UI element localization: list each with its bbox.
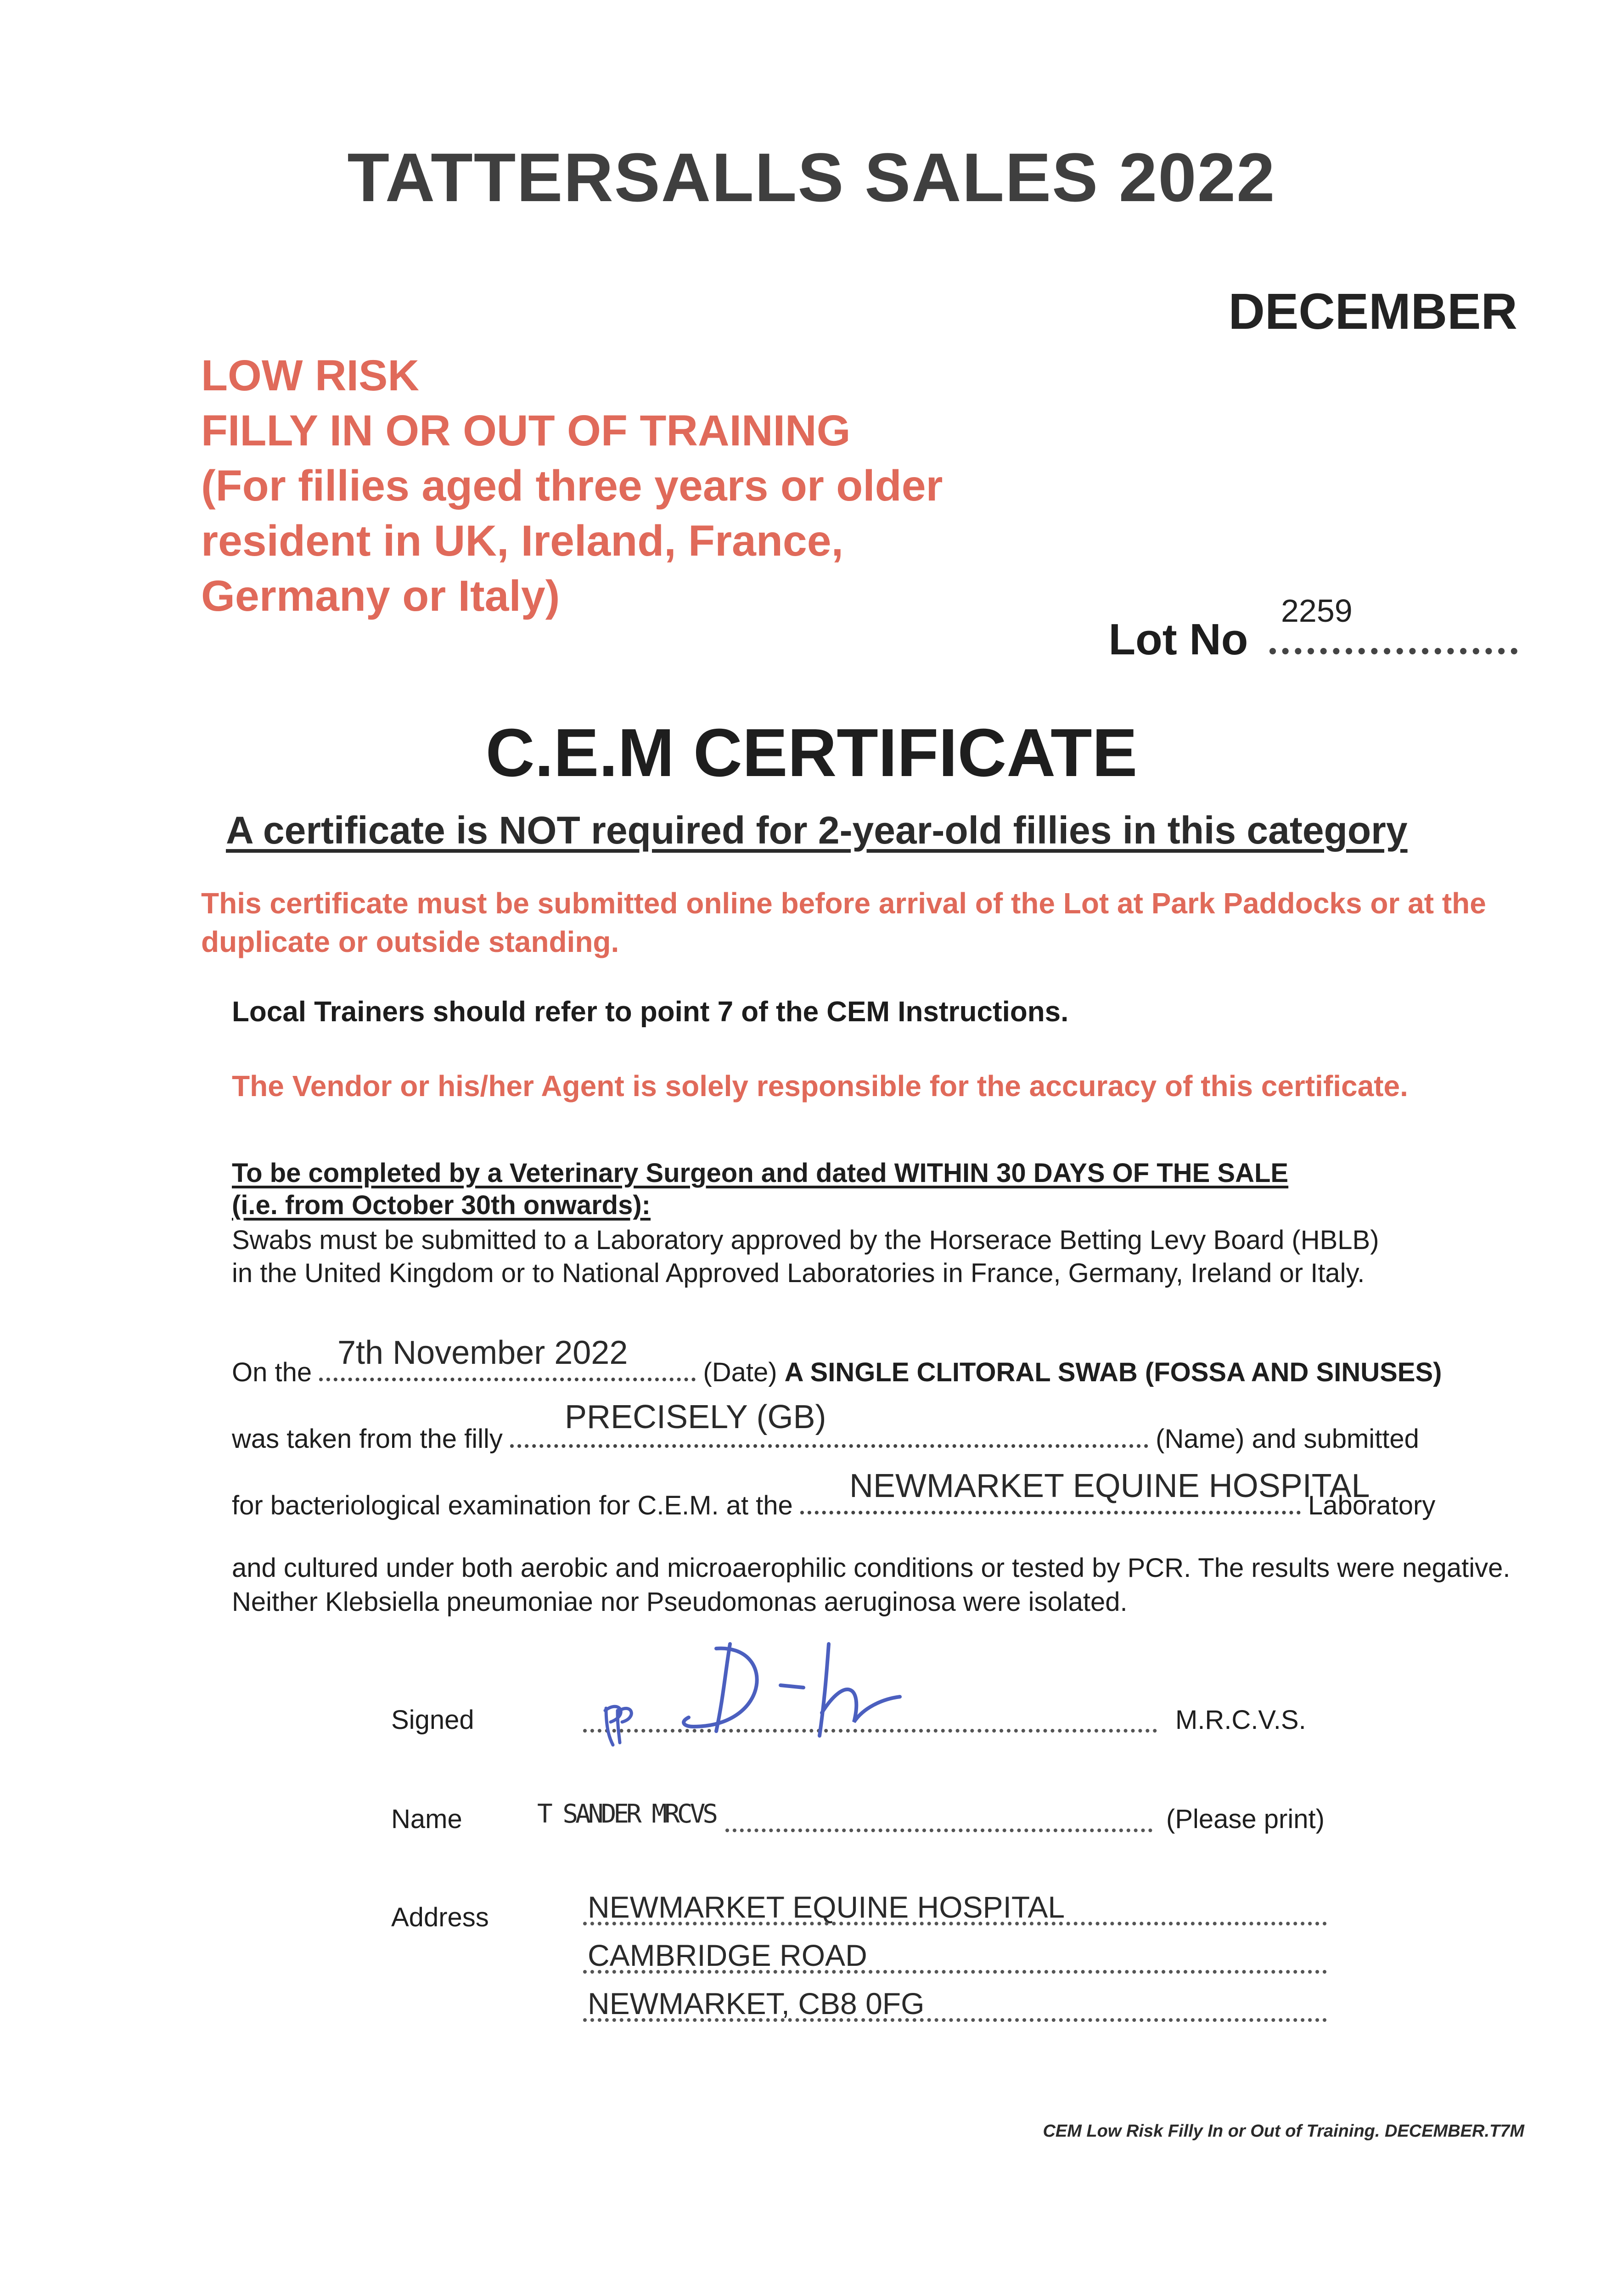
category-line: FILLY IN OR OUT OF TRAINING (201, 406, 851, 455)
lot-dotted-line (1269, 643, 1517, 654)
lot-label: Lot No (1108, 615, 1248, 664)
taken-from-label: was taken from the filly (232, 1424, 503, 1454)
name-submitted-label: (Name) and submitted (1156, 1424, 1419, 1454)
swab-description: A SINGLE CLITORAL SWAB (FOSSA AND SINUSES) (784, 1357, 1442, 1387)
category-line: LOW RISK (201, 351, 419, 400)
address-dotted-line (583, 1922, 1327, 1925)
laboratory-label: Laboratory (1308, 1491, 1436, 1520)
date-value: 7th November 2022 (337, 1334, 628, 1371)
vet-name-value: T SANDER MRCVS (537, 1799, 716, 1829)
certificate-title: C.E.M CERTIFICATE (485, 715, 1138, 791)
vendor-note: The Vendor or his/her Agent is solely responsible for the accuracy of this certificate. (232, 1069, 1408, 1103)
certificate-subtitle: A certificate is NOT required for 2-year-old fillies in this category (226, 809, 1408, 852)
please-print-label: (Please print) (1166, 1804, 1325, 1834)
category-line: resident in UK, Ireland, France, (201, 517, 843, 565)
name-dotted-line (725, 1829, 1152, 1832)
date-row (232, 1357, 1442, 1388)
sale-month: DECEMBER (1228, 283, 1517, 340)
vet-body-line: Swabs must be submitted to a Laboratory approved by the Horserace Betting Levy Board (HBLB) (232, 1225, 1379, 1255)
date-dotted-line (319, 1373, 696, 1381)
on-the-label: On the (232, 1357, 312, 1387)
vet-heading-line: To be completed by a Veterinary Surgeon and dated WITHIN 30 DAYS OF THE SALE (232, 1158, 1289, 1188)
laboratory-row (232, 1490, 1435, 1521)
address-line: CAMBRIDGE ROAD (588, 1938, 867, 1972)
signed-label: Signed (391, 1705, 474, 1735)
date-label: (Date) (703, 1357, 777, 1387)
address-dotted-line (583, 1970, 1327, 1974)
category-line: Germany or Italy) (201, 572, 560, 620)
address-dotted-line (583, 2018, 1327, 2022)
filly-dotted-line (510, 1440, 1148, 1448)
signature-image (578, 1635, 927, 1754)
trainers-note: Local Trainers should refer to point 7 of the CEM Instructions. (232, 996, 1069, 1028)
vet-heading (232, 1157, 1288, 1221)
submission-notice: This certificate must be submitted online before arrival of the Lot at Park Paddocks or at the duplicate or outside standing. (201, 887, 1486, 958)
address-line: NEWMARKET, CB8 0FG (588, 1986, 925, 2020)
laboratory-value: NEWMARKET EQUINE HOSPITAL (849, 1468, 1370, 1504)
form-reference-footer: CEM Low Risk Filly In or Out of Training. DECEMBER.T7M (1043, 2122, 1524, 2141)
lot-number-field (1108, 614, 1517, 665)
lot-number-value: 2259 (1281, 593, 1353, 629)
category-block (201, 348, 1119, 624)
name-label: Name (391, 1804, 462, 1834)
address-label: Address (391, 1902, 489, 1932)
address-line: NEWMARKET EQUINE HOSPITAL (588, 1890, 1065, 1924)
category-line: (For fillies aged three years or older (201, 461, 943, 510)
filly-name-value: PRECISELY (GB) (565, 1399, 826, 1435)
vet-instructions (232, 1224, 1379, 1290)
laboratory-dotted-line (800, 1506, 1301, 1514)
mrcvs-label: M.R.C.V.S. (1175, 1705, 1306, 1735)
result-statement: and cultured under both aerobic and microaerophilic conditions or tested by PCR. The results were negative. Neither Klebsiella pneumoniae nor Pseudomonas aeruginosa were isolated. (232, 1553, 1511, 1617)
filly-row (232, 1424, 1419, 1454)
vet-body-line: in the United Kingdom or to National Approved Laboratories in France, Germany, Ireland or Italy. (232, 1258, 1365, 1288)
vet-heading-line: (i.e. from October 30th onwards): (232, 1190, 651, 1220)
document-title: TATTERSALLS SALES 2022 (347, 139, 1276, 216)
exam-label: for bacteriological examination for C.E.M. at the (232, 1491, 793, 1520)
